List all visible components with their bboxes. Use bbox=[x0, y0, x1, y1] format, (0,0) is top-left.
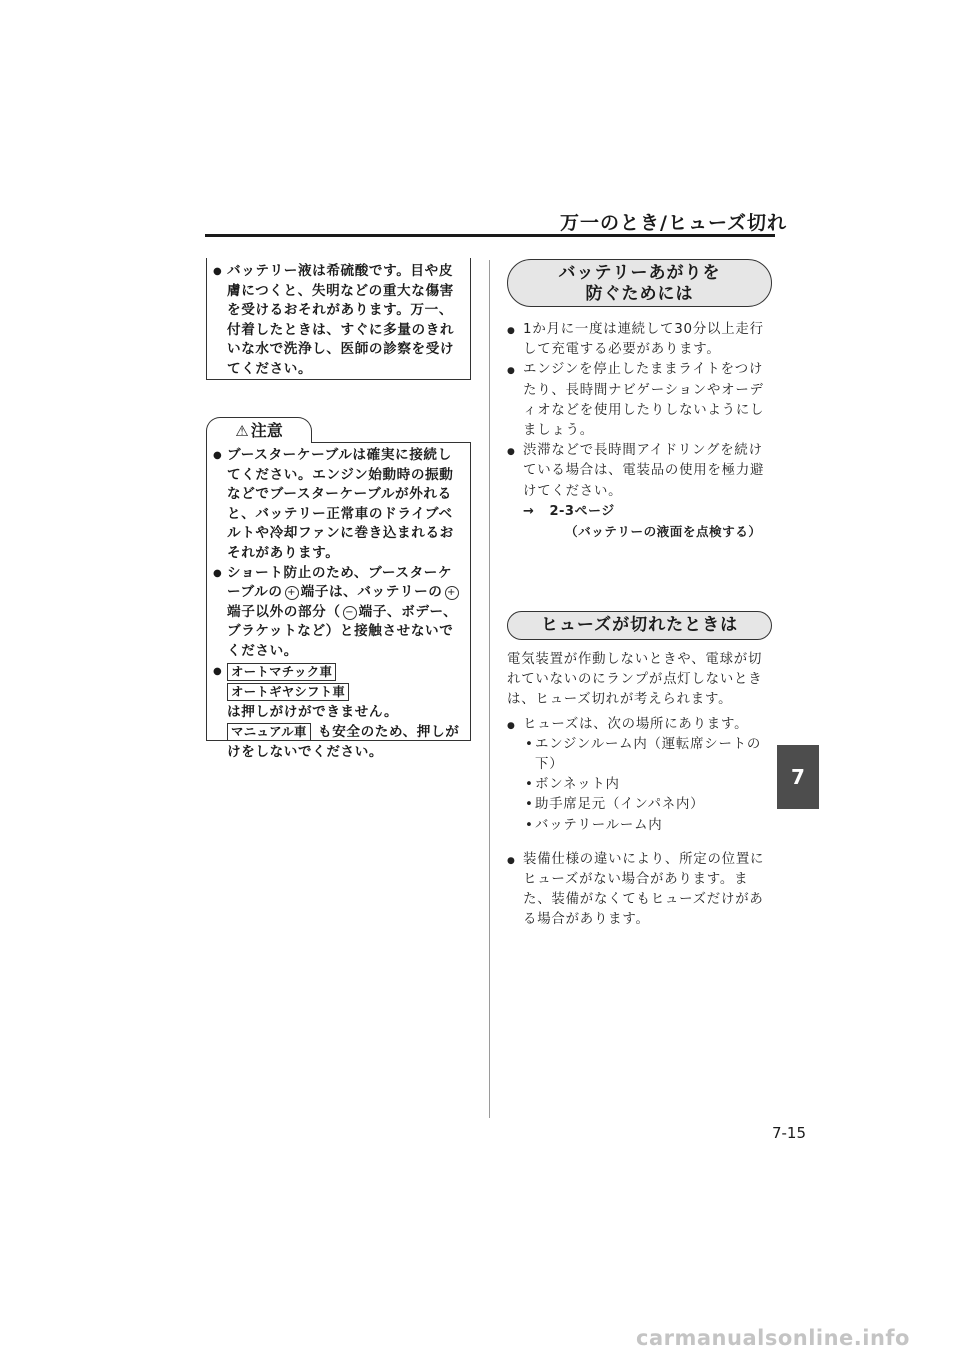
fuse-location: • 助手席足元（インパネ内） bbox=[507, 795, 773, 815]
caution-box bbox=[206, 442, 471, 760]
fuse-item-spec: ● 装備仕様の違いにより、所定の位置にヒューズがない場合があります。また、装備がなくてもヒューズだけがある場合があります。 bbox=[507, 850, 773, 931]
plus-terminal-icon: + bbox=[285, 586, 299, 600]
battery-tip: ● エンジンを停止したままライトをつけたり、長時間ナビゲーションやオーディオなどを使用したりしないようにしましょう。 bbox=[507, 360, 773, 441]
caution-text: 端子は、バッテリーの bbox=[300, 584, 443, 601]
page-number: 7-15 bbox=[771, 1124, 806, 1142]
battery-tips-list bbox=[507, 320, 773, 542]
warning-box bbox=[206, 258, 471, 380]
caution-text: 端子以外の部分（ bbox=[227, 603, 341, 620]
warning-triangle-icon: ⚠ bbox=[235, 422, 249, 440]
caution-text: ショート防止のため、ブースターケーブルの bbox=[227, 564, 453, 601]
caution-text: は押しがけができません。 bbox=[227, 703, 399, 720]
header-rule bbox=[205, 234, 775, 237]
battery-title-line2: 防ぐためには bbox=[585, 284, 694, 304]
fuse-intro: 電気装置が作動しないときや、電球が切れていないのにランプが点灯しないときは、ヒューズ切れが考えられます。 bbox=[507, 652, 763, 708]
caution-heading-label: 注意 bbox=[250, 421, 283, 440]
fuse-location: • ボンネット内 bbox=[507, 775, 773, 795]
plus-terminal-icon: + bbox=[445, 586, 459, 600]
column-divider bbox=[489, 260, 490, 1118]
caution-text: も安全のため、押しがけをしないでください。 bbox=[227, 724, 460, 760]
battery-reference bbox=[507, 502, 773, 522]
fuse-item-locations: ● ヒューズは、次の場所にあります。 bbox=[507, 715, 773, 735]
reference-page: 2-3ページ bbox=[549, 503, 615, 519]
battery-title-line1: バッテリーあがりを bbox=[558, 263, 721, 283]
fuse-location: • バッテリールーム内 bbox=[507, 816, 773, 836]
watermark: carmanualsonline.info bbox=[636, 1326, 910, 1350]
fuse-section-title: ヒューズが切れたときは bbox=[507, 611, 772, 640]
battery-section-title bbox=[507, 259, 772, 307]
caution-item-push-start bbox=[213, 662, 462, 763]
page-header-title: 万一のとき/ヒューズ切れ bbox=[560, 212, 787, 234]
chapter-tab[interactable]: 7 bbox=[777, 745, 819, 809]
at-label-box: オートマチック車 bbox=[227, 663, 336, 681]
caution-item-booster: ● ブースターケーブルは確実に接続してください。エンジン始動時の振動などでブースターケーブルが外れると、バッテリー正常車のドライブベルトや冷却ファンに巻き込まれるおそれがあります。 bbox=[213, 446, 462, 564]
battery-tip: ● 渋滞などで長時間アイドリングを続けている場合は、電装品の使用を極力避けてください。 bbox=[507, 441, 773, 502]
caution-text: 端子、ボデー、ブラケットなど）と接触させないでください。 bbox=[227, 603, 458, 659]
fuse-section-body bbox=[507, 650, 773, 931]
minus-terminal-icon: − bbox=[343, 606, 357, 620]
reference-title: （バッテリーの液面を点検する） bbox=[565, 524, 762, 540]
reference-arrow: → bbox=[523, 503, 535, 519]
fuse-location: • エンジンルーム内（運転席シートの下） bbox=[507, 735, 773, 775]
mt-label-box: マニュアル車 bbox=[227, 723, 311, 741]
warning-text: ● バッテリー液は希硫酸です。目や皮膚につくと、失明などの重大な傷害を受けるおそれがあります。万一、付着したときは、すぐに多量のきれいな水で洗浄し、医師の診察を受けてください。 bbox=[213, 262, 462, 380]
caution-item-short-circuit bbox=[213, 564, 462, 662]
battery-tip: ● 1か月に一度は連続して30分以上走行して充電する必要があります。 bbox=[507, 320, 773, 360]
caution-heading bbox=[206, 417, 312, 443]
cvt-label-box: オートギヤシフト車 bbox=[227, 683, 349, 701]
